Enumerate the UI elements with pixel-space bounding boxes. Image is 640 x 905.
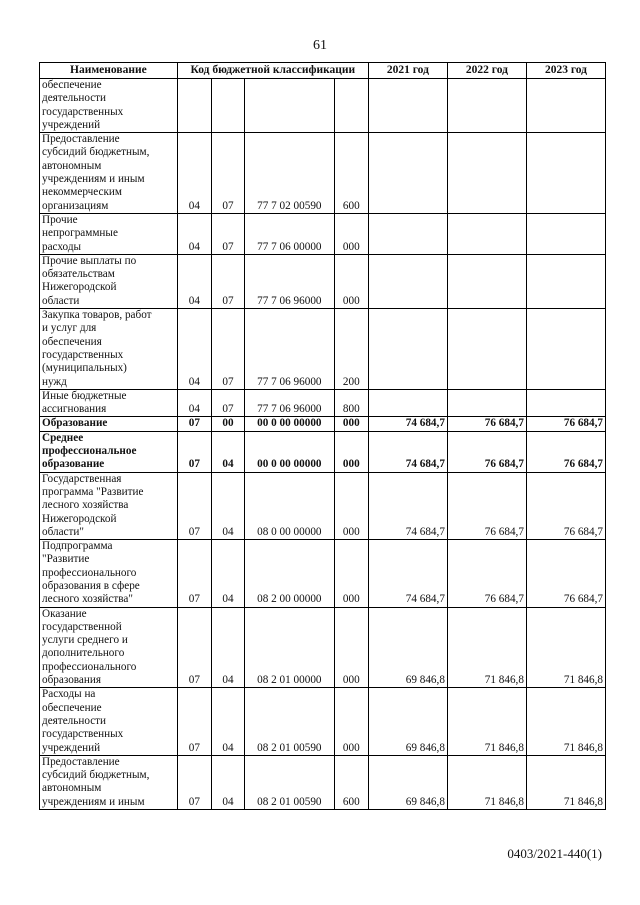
row-name-line: профессиональное (42, 445, 137, 458)
row-name-line: обеспечение (42, 79, 102, 91)
expense-type-code: 000 (334, 431, 368, 472)
table-row (40, 607, 606, 688)
amount-2022: 71 846,8 (447, 607, 526, 688)
amount-2022 (447, 309, 526, 390)
subsection-code: 04 (211, 688, 244, 755)
amount-2022: 76 684,7 (447, 431, 526, 472)
target-article-code: 00 0 00 00000 (245, 417, 335, 431)
row-name-line: образования (42, 674, 102, 687)
row-name-line: государственных (42, 348, 124, 361)
expense-type-code: 000 (334, 213, 368, 254)
amount-2021 (368, 213, 447, 254)
row-name-line: (муниципальных) (42, 362, 127, 375)
subsection-code: 07 (211, 133, 244, 214)
row-name-line: деятельности (42, 714, 107, 727)
amount-2023 (526, 389, 605, 417)
target-article-code: 77 7 06 96000 (245, 254, 335, 308)
amount-2023 (526, 309, 605, 390)
section-code: 07 (177, 607, 211, 688)
row-name-line: обеспечение (42, 701, 102, 714)
row-name (40, 417, 178, 431)
row-name (40, 431, 178, 472)
row-name-line: автономным (42, 782, 102, 795)
amount-2021: 74 684,7 (368, 431, 447, 472)
amount-2022: 76 684,7 (447, 540, 526, 607)
amount-2022 (447, 389, 526, 417)
section-code: 04 (177, 133, 211, 214)
row-name-line: дополнительного (42, 647, 125, 660)
row-name (40, 79, 178, 133)
row-name-line: государственной (42, 620, 122, 633)
expense-type-code: 000 (334, 540, 368, 607)
row-name-line: Государственная (42, 472, 122, 485)
row-name (40, 309, 178, 390)
expense-type-code: 000 (334, 607, 368, 688)
target-article-code: 77 7 06 96000 (245, 309, 335, 390)
table-row (40, 213, 606, 254)
subsection-code: 04 (211, 431, 244, 472)
row-name (40, 688, 178, 755)
row-name (40, 133, 178, 214)
expense-type-code: 000 (334, 472, 368, 539)
row-name-line: организациям (42, 199, 109, 212)
target-article-code: 77 7 02 00590 (245, 133, 335, 214)
subsection-code (211, 79, 244, 133)
row-name-line: Прочие (42, 213, 78, 226)
expense-type-code: 600 (334, 755, 368, 809)
row-name (40, 607, 178, 688)
section-code: 04 (177, 213, 211, 254)
amount-2021 (368, 309, 447, 390)
row-name-line: лесного хозяйства (42, 499, 129, 512)
row-name-line: Расходы на (42, 688, 96, 701)
row-name (40, 755, 178, 809)
amount-2022 (447, 133, 526, 214)
row-name-line: деятельности (42, 92, 107, 105)
table-row (40, 417, 606, 431)
table-row (40, 133, 606, 214)
section-code: 04 (177, 254, 211, 308)
amount-2023: 71 846,8 (526, 755, 605, 809)
subsection-code: 04 (211, 607, 244, 688)
amount-2022 (447, 254, 526, 308)
target-article-code: 08 2 01 00000 (245, 607, 335, 688)
table-header-row (40, 63, 606, 79)
section-code: 04 (177, 389, 211, 417)
row-name-line: некоммерческим (42, 186, 122, 199)
row-name-line: профессионального (42, 566, 137, 579)
header-2023: 2023 год (526, 63, 605, 79)
expense-type-code: 200 (334, 309, 368, 390)
amount-2023 (526, 79, 605, 133)
row-name-line: нужд (42, 375, 67, 388)
amount-2022 (447, 213, 526, 254)
section-code: 07 (177, 688, 211, 755)
amount-2023: 71 846,8 (526, 607, 605, 688)
amount-2022: 76 684,7 (447, 417, 526, 431)
amount-2021: 69 846,8 (368, 755, 447, 809)
table-row (40, 688, 606, 755)
amount-2021: 69 846,8 (368, 607, 447, 688)
table-row (40, 472, 606, 539)
row-name (40, 389, 178, 417)
amount-2022 (447, 79, 526, 133)
row-name-line: Подпрограмма (42, 540, 113, 553)
row-name-line: области" (42, 525, 84, 538)
amount-2023: 76 684,7 (526, 417, 605, 431)
row-name-line: профессионального (42, 660, 137, 673)
section-code: 04 (177, 309, 211, 390)
row-name-line: обеспечения (42, 335, 102, 348)
amount-2021: 74 684,7 (368, 540, 447, 607)
header-name: Наименование (40, 63, 178, 79)
amount-2022: 71 846,8 (447, 688, 526, 755)
subsection-code: 07 (211, 309, 244, 390)
amount-2023: 76 684,7 (526, 540, 605, 607)
row-name-line: Иные бюджетные (42, 389, 127, 402)
expense-type-code: 800 (334, 389, 368, 417)
row-name (40, 213, 178, 254)
row-name-line: образование (42, 458, 105, 471)
row-name-line: Оказание (42, 607, 87, 620)
row-name (40, 540, 178, 607)
row-name-line: Нижегородской (42, 281, 117, 294)
budget-table (39, 62, 606, 810)
row-name-line: государственных (42, 728, 124, 741)
row-name-line: области (42, 294, 80, 307)
amount-2021 (368, 133, 447, 214)
row-name-line: ассигнования (42, 403, 107, 416)
target-article-code: 77 7 06 00000 (245, 213, 335, 254)
section-code: 07 (177, 540, 211, 607)
page-number: 61 (313, 38, 327, 53)
amount-2021 (368, 254, 447, 308)
subsection-code: 07 (211, 389, 244, 417)
row-name-line: субсидий бюджетным, (42, 769, 150, 782)
row-name-line: Прочие выплаты по (42, 254, 137, 267)
row-name-line: учреждений (42, 118, 101, 131)
subsection-code: 04 (211, 755, 244, 809)
table-row (40, 254, 606, 308)
table-row (40, 755, 606, 809)
expense-type-code (334, 79, 368, 133)
amount-2023 (526, 254, 605, 308)
expense-type-code: 000 (334, 688, 368, 755)
table-row (40, 79, 606, 133)
expense-type-code: 000 (334, 254, 368, 308)
row-name-line: Среднее (42, 431, 84, 444)
row-name-line: государственных (42, 105, 124, 118)
subsection-code: 04 (211, 540, 244, 607)
row-name-line: "Развитие (42, 553, 90, 566)
header-2022: 2022 год (447, 63, 526, 79)
row-name-line: обязательствам (42, 268, 115, 281)
header-2021: 2021 год (368, 63, 447, 79)
row-name-line: учреждениям и иным (42, 795, 145, 808)
expense-type-code: 600 (334, 133, 368, 214)
row-name-line: расходы (42, 240, 82, 253)
row-name-line: и услуг для (42, 322, 97, 335)
subsection-code: 07 (211, 254, 244, 308)
row-name-line: Закупка товаров, работ (42, 309, 152, 322)
subsection-code: 00 (211, 417, 244, 431)
row-name-line: Образование (42, 417, 108, 430)
row-name-line: Нижегородской (42, 512, 117, 525)
document-code: 0403/2021-440(1) (507, 846, 602, 861)
row-name-line: Предоставление (42, 755, 120, 768)
row-name-line: непрограммные (42, 227, 118, 240)
amount-2023: 76 684,7 (526, 472, 605, 539)
section-code: 07 (177, 417, 211, 431)
amount-2021 (368, 389, 447, 417)
amount-2022: 71 846,8 (447, 755, 526, 809)
subsection-code: 07 (211, 213, 244, 254)
target-article-code: 08 0 00 00000 (245, 472, 335, 539)
row-name-line: услуги среднего и (42, 634, 128, 647)
amount-2023: 71 846,8 (526, 688, 605, 755)
amount-2023: 76 684,7 (526, 431, 605, 472)
section-code: 07 (177, 472, 211, 539)
table-row (40, 309, 606, 390)
amount-2021: 74 684,7 (368, 417, 447, 431)
table-row (40, 389, 606, 417)
section-code: 07 (177, 755, 211, 809)
section-code (177, 79, 211, 133)
row-name-line: Предоставление (42, 133, 120, 146)
row-name-line: субсидий бюджетным, (42, 146, 150, 159)
row-name-line: автономным (42, 159, 102, 172)
amount-2021: 69 846,8 (368, 688, 447, 755)
section-code: 07 (177, 431, 211, 472)
amount-2023 (526, 213, 605, 254)
target-article-code: 08 2 00 00000 (245, 540, 335, 607)
amount-2023 (526, 133, 605, 214)
row-name-line: программа "Развитие (42, 485, 144, 498)
table-body (40, 79, 606, 810)
header-budget-code: Код бюджетной классификации (177, 63, 368, 79)
row-name (40, 472, 178, 539)
row-name-line: учреждениям и иным (42, 173, 145, 186)
amount-2021: 74 684,7 (368, 472, 447, 539)
row-name-line: лесного хозяйства" (42, 593, 133, 606)
amount-2022: 76 684,7 (447, 472, 526, 539)
row-name (40, 254, 178, 308)
table-row (40, 540, 606, 607)
expense-type-code: 000 (334, 417, 368, 431)
target-article-code (245, 79, 335, 133)
amount-2021 (368, 79, 447, 133)
row-name-line: учреждений (42, 741, 101, 754)
target-article-code: 08 2 01 00590 (245, 755, 335, 809)
target-article-code: 08 2 01 00590 (245, 688, 335, 755)
subsection-code: 04 (211, 472, 244, 539)
target-article-code: 00 0 00 00000 (245, 431, 335, 472)
target-article-code: 77 7 06 96000 (245, 389, 335, 417)
table-row (40, 431, 606, 472)
row-name-line: образования в сфере (42, 579, 140, 592)
